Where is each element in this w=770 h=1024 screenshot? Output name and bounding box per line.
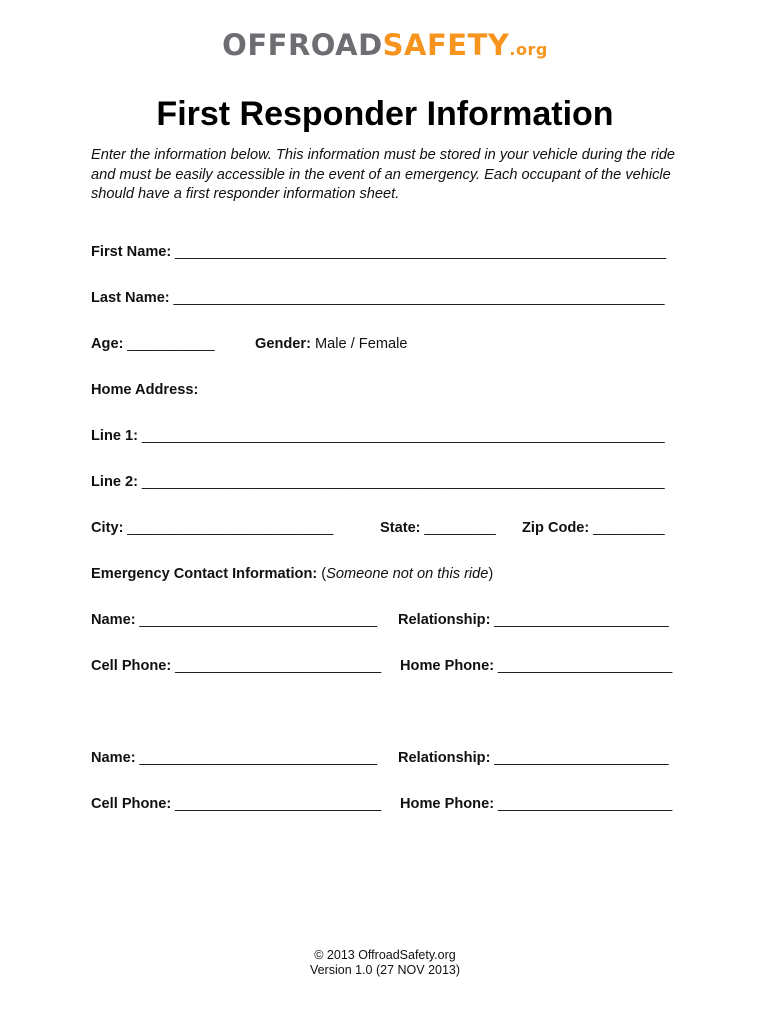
contact1-cell-blank[interactable]: __________________________ — [171, 658, 381, 674]
city-blank[interactable]: __________________________ — [123, 520, 334, 536]
zip-label: Zip Code: — [522, 520, 590, 536]
zip-blank[interactable]: _________ — [589, 520, 665, 536]
line2-label: Line 2: — [91, 474, 139, 490]
line2-blank[interactable]: __________________________________________________________________ — [138, 474, 665, 490]
contact2-relationship-field[interactable] — [398, 749, 668, 767]
first-name-field[interactable] — [91, 243, 666, 261]
contact1-cell-phone-field[interactable] — [91, 657, 381, 675]
age-label: Age: — [91, 336, 124, 352]
city-field[interactable] — [91, 519, 333, 537]
contact2-relationship-label: Relationship: — [398, 750, 491, 766]
contact1-cell-label: Cell Phone: — [91, 658, 172, 674]
contact1-home-label: Home Phone: — [400, 658, 495, 674]
contact2-home-blank[interactable]: ______________________ — [494, 796, 673, 812]
contact1-relationship-blank[interactable]: ______________________ — [490, 612, 669, 628]
emergency-heading-close: ) — [488, 566, 494, 582]
last-name-label: Last Name: — [91, 290, 170, 306]
contact2-home-label: Home Phone: — [400, 796, 495, 812]
offroadsafety-logo — [0, 28, 770, 67]
last-name-field[interactable] — [91, 289, 664, 307]
emergency-heading-label: Emergency Contact Information: — [91, 566, 318, 582]
first-name-blank[interactable]: ______________________________________________________________ — [171, 244, 666, 260]
contact2-name-field[interactable] — [91, 749, 377, 767]
contact1-relationship-label: Relationship: — [398, 612, 491, 628]
contact1-relationship-field[interactable] — [398, 611, 668, 629]
contact2-name-label: Name: — [91, 750, 136, 766]
line1-label: Line 1: — [91, 428, 139, 444]
logo-safety-text: SAFETY — [382, 28, 510, 62]
line1-blank[interactable]: __________________________________________________________________ — [138, 428, 665, 444]
contact2-cell-blank[interactable]: __________________________ — [171, 796, 381, 812]
emergency-heading-note: Someone not on this ride — [326, 566, 489, 582]
emergency-contact-heading — [91, 565, 493, 583]
home-address-heading — [91, 381, 198, 399]
logo-offroad-text: OFFROAD — [222, 28, 383, 62]
contact1-home-blank[interactable]: ______________________ — [494, 658, 673, 674]
gender-label: Gender: — [255, 336, 311, 352]
home-address-label: Home Address: — [91, 382, 199, 398]
city-label: City: — [91, 520, 124, 536]
state-field[interactable] — [380, 519, 496, 537]
emergency-heading-open: ( — [317, 566, 327, 582]
age-blank[interactable]: ___________ — [123, 336, 215, 352]
age-field[interactable] — [91, 335, 214, 353]
first-name-label: First Name: — [91, 244, 172, 260]
contact2-home-phone-field[interactable] — [400, 795, 672, 813]
state-label: State: — [380, 520, 421, 536]
contact1-name-field[interactable] — [91, 611, 377, 629]
gender-options[interactable]: Male / Female — [310, 336, 408, 352]
copyright-line: © 2013 OffroadSafety.org — [314, 948, 456, 962]
intro-paragraph: Enter the information below. This information must be stored in your vehicle during the ride and must be easily accessible in the event of an emergency. Each occupant of the vehicle should have a first responder information sheet. — [91, 147, 676, 202]
contact2-cell-phone-field[interactable] — [91, 795, 381, 813]
contact1-name-blank[interactable]: ______________________________ — [135, 612, 377, 628]
gender-field[interactable] — [255, 335, 407, 353]
contact1-name-label: Name: — [91, 612, 136, 628]
contact2-name-blank[interactable]: ______________________________ — [135, 750, 377, 766]
state-blank[interactable]: _________ — [420, 520, 496, 536]
address-line1-field[interactable] — [91, 427, 664, 445]
zip-field[interactable] — [522, 519, 664, 537]
page-title: First Responder Information — [156, 95, 614, 133]
address-line2-field[interactable] — [91, 473, 664, 491]
last-name-blank[interactable]: ______________________________________________________________ — [169, 290, 665, 306]
version-line: Version 1.0 (27 NOV 2013) — [309, 963, 461, 977]
contact1-home-phone-field[interactable] — [400, 657, 672, 675]
logo-org-text: .org — [509, 40, 548, 59]
contact2-relationship-blank[interactable]: ______________________ — [490, 750, 669, 766]
page-footer — [0, 948, 770, 978]
contact2-cell-label: Cell Phone: — [91, 796, 172, 812]
